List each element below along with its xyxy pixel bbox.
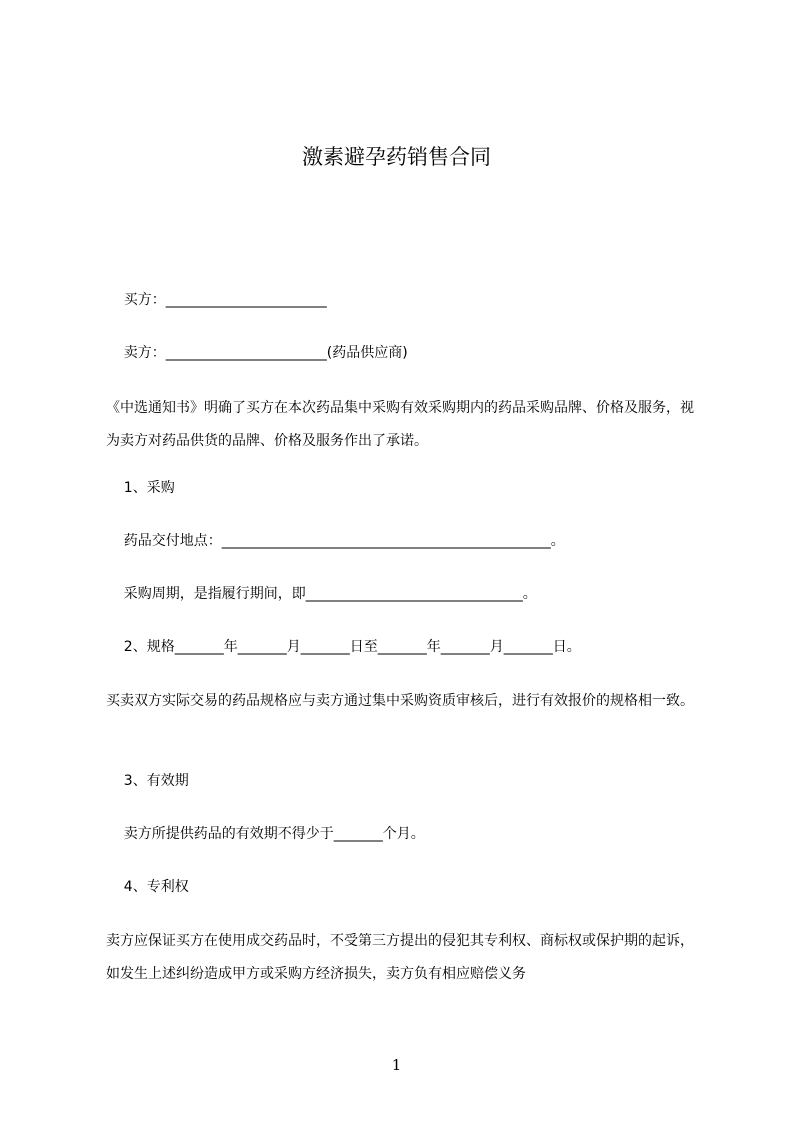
section-1-heading: 1、采购 (106, 480, 175, 496)
section-4-body: 卖方应保证买方在使用成交药品时，不受第三方提出的侵犯其专利权、商标权或保护期的起诉，如发生上述纠纷造成甲方或采购方经济损失，卖方负有相应赔偿义务 (106, 933, 694, 982)
purchase-period-line: 采购周期，是指履行期间，即_______________________________。 (106, 586, 537, 602)
seller-line: 卖方：_______________________(药品供应商) (106, 345, 408, 361)
section-4-heading: 4、专利权 (106, 879, 189, 895)
section-2-body: 买卖双方实际交易的药品规格应与卖方通过集中采购资质审核后，进行有效报价的规格相一致。 (106, 693, 694, 709)
page-number: 1 (391, 1056, 402, 1074)
intro-paragraph: 《中选通知书》明确了买方在本次药品集中采购有效采购期内的药品采购品牌、价格及服务，视为卖方对药品供货的品牌、价格及服务作出了承诺。 (106, 400, 694, 449)
section-3-body: 卖方所提供药品的有效期不得少于_______个月。 (106, 826, 425, 842)
delivery-place-line: 药品交付地点：_______________________________________________。 (106, 533, 565, 549)
buyer-line: 买方：_______________________ (106, 292, 327, 308)
section-2-heading: 2、规格_______年_______月_______日至_______年_______月_______日。 (106, 639, 581, 655)
document-title: 激素避孕药销售合同 (302, 145, 491, 169)
section-3-heading: 3、有效期 (106, 773, 189, 789)
